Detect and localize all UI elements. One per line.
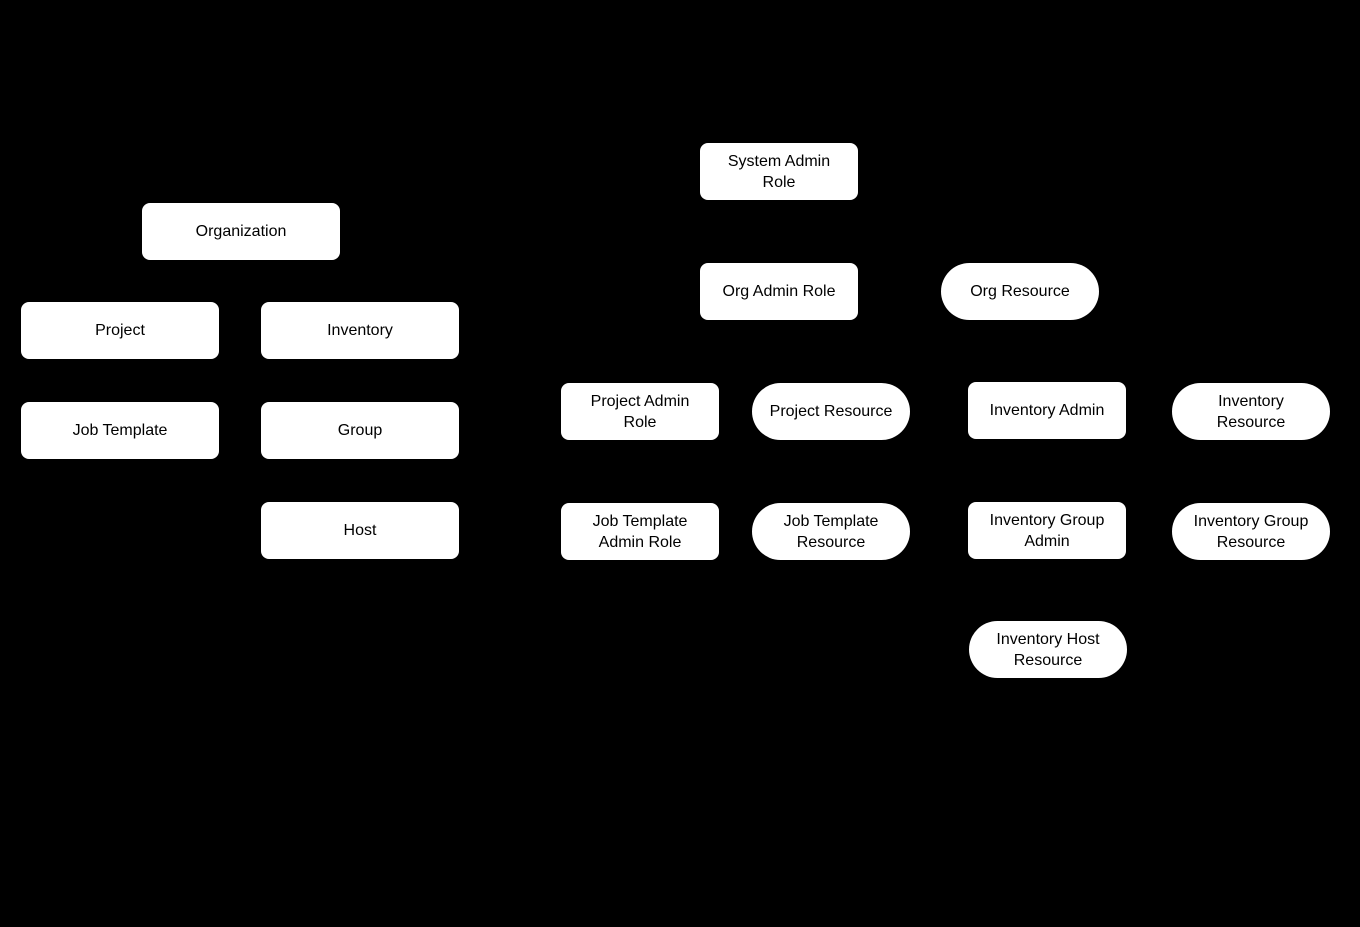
node-job-template <box>21 402 219 459</box>
node-inventory <box>261 302 459 359</box>
node-label: Job Template Resource <box>783 512 879 551</box>
node-label: System Admin Role <box>727 152 831 191</box>
node-inventory-admin <box>968 382 1126 439</box>
node-label: Group <box>337 422 383 439</box>
node-project <box>21 302 219 359</box>
node-inventory-host-resource <box>969 621 1127 678</box>
node-inventory-group-admin <box>968 502 1126 559</box>
node-label: Inventory Group Admin <box>989 511 1105 550</box>
node-label: Organization <box>195 223 287 240</box>
node-label: Inventory <box>327 322 393 339</box>
node-label: Project <box>95 322 145 339</box>
node-label: Inventory Resource <box>1216 392 1286 431</box>
node-job-template-admin-role <box>561 503 719 560</box>
node-inventory-resource <box>1172 383 1330 440</box>
node-label: Org Admin Role <box>722 283 836 300</box>
node-label: Org Resource <box>970 283 1070 300</box>
node-org-admin-role <box>700 263 858 320</box>
node-job-template-resource <box>752 503 910 560</box>
node-org-resource <box>941 263 1099 320</box>
node-system-admin-role <box>700 143 858 200</box>
node-label: Project Resource <box>769 403 893 420</box>
node-label: Job Template <box>72 422 168 439</box>
node-label: Inventory Host Resource <box>996 630 1100 669</box>
node-host <box>261 502 459 559</box>
node-label: Inventory Admin <box>989 402 1105 419</box>
node-project-admin-role <box>561 383 719 440</box>
node-project-resource <box>752 383 910 440</box>
node-label: Host <box>343 522 377 539</box>
node-label: Project Admin Role <box>590 392 690 431</box>
node-inventory-group-resource <box>1172 503 1330 560</box>
node-group <box>261 402 459 459</box>
node-organization <box>142 203 340 260</box>
node-label: Inventory Group Resource <box>1193 512 1309 551</box>
node-label: Job Template Admin Role <box>592 512 688 551</box>
